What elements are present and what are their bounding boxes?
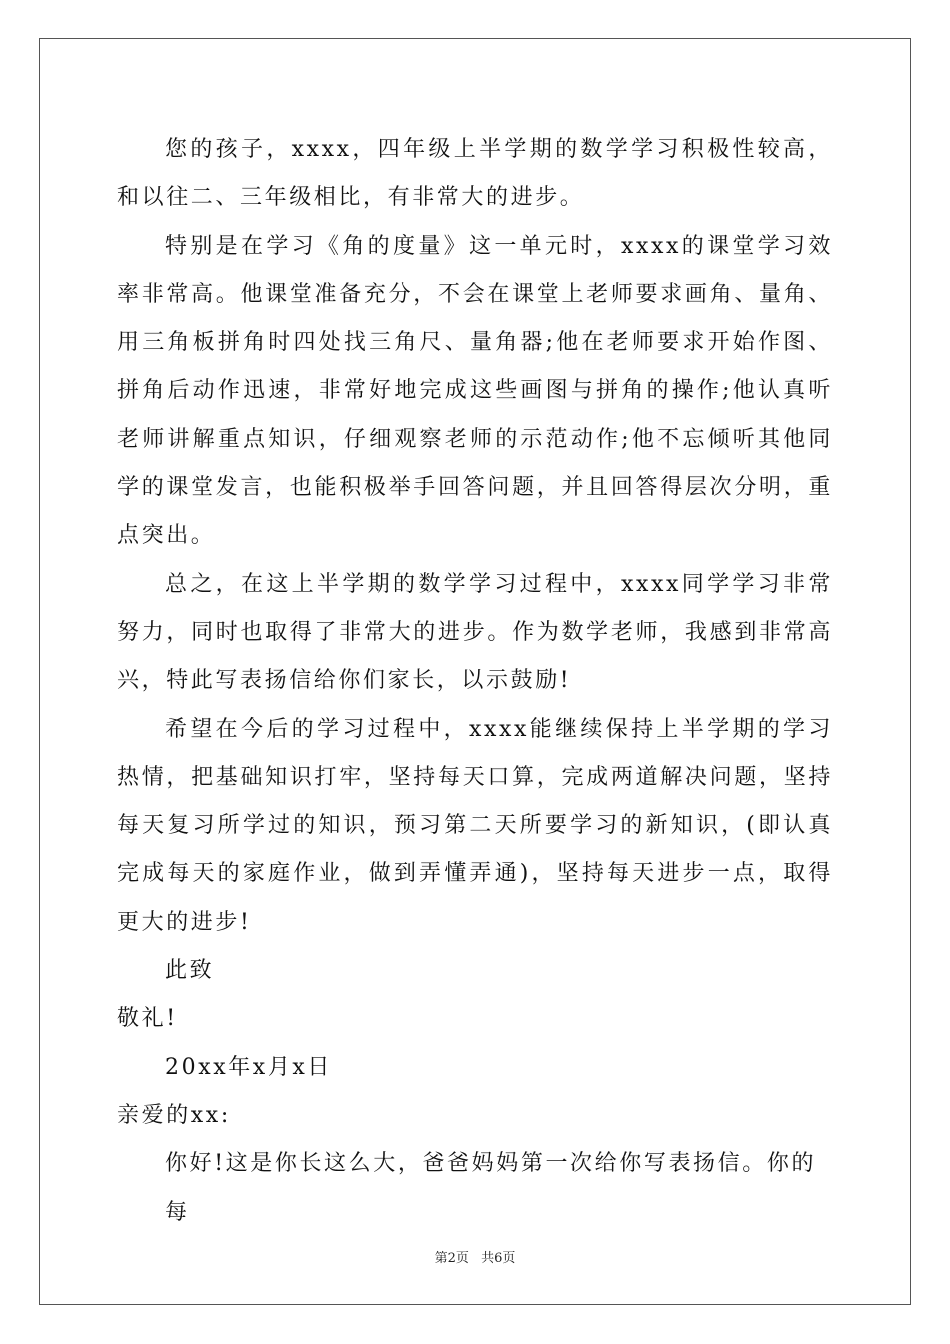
next-paragraph: 你好!这是你长这么大，爸爸妈妈第一次给你写表扬信。你的每	[165, 1151, 817, 1225]
salutation: 亲爱的xx:	[117, 1102, 231, 1128]
paragraph-2: 特别是在学习《角的度量》这一单元时，xxxx的课堂学习效率非常高。他课堂准备充分，不会在课堂上老师要求画角、量角、用三角板拼角时四处找三角尺、量角器;他在老师要求开始作图、拼角后动作迅速，非常好地完成这些画图与拼角的操作;他认真听老师讲解重点知识，仔细观察老师的示范动作;他不忘倾听其他同学的课堂发言，也能积极举手回答问题，并且回答得层次分明，重点突出。	[117, 233, 833, 549]
letter-date: 20xx年x月x日	[165, 1054, 333, 1080]
paragraph-4: 希望在今后的学习过程中，xxxx能继续保持上半学期的学习热情，把基础知识打牢，坚持每天口算，完成两道解决问题，坚持每天复习所学过的知识，预习第二天所要学习的新知识，(即认真完成每天的家庭作业，做到弄懂弄通)，坚持每天进步一点，取得更大的进步!	[117, 716, 833, 935]
page-number: 第2页	[434, 1251, 469, 1266]
document-body	[117, 126, 833, 1237]
paragraph-1: 您的孩子，xxxx，四年级上半学期的数学学习积极性较高，和以往二、三年级相比，有非常大的进步。	[117, 137, 833, 211]
page-footer	[0, 1247, 950, 1266]
paragraph-3: 总之，在这上半学期的数学学习过程中，xxxx同学学习非常努力，同时也取得了非常大的进步。作为数学老师，我感到非常高兴，特此写表扬信给你们家长，以示鼓励!	[117, 571, 833, 694]
closing-line-2: 敬礼!	[117, 1006, 178, 1032]
closing-line-1: 此致	[165, 958, 215, 984]
page-total: 共6页	[481, 1251, 516, 1266]
